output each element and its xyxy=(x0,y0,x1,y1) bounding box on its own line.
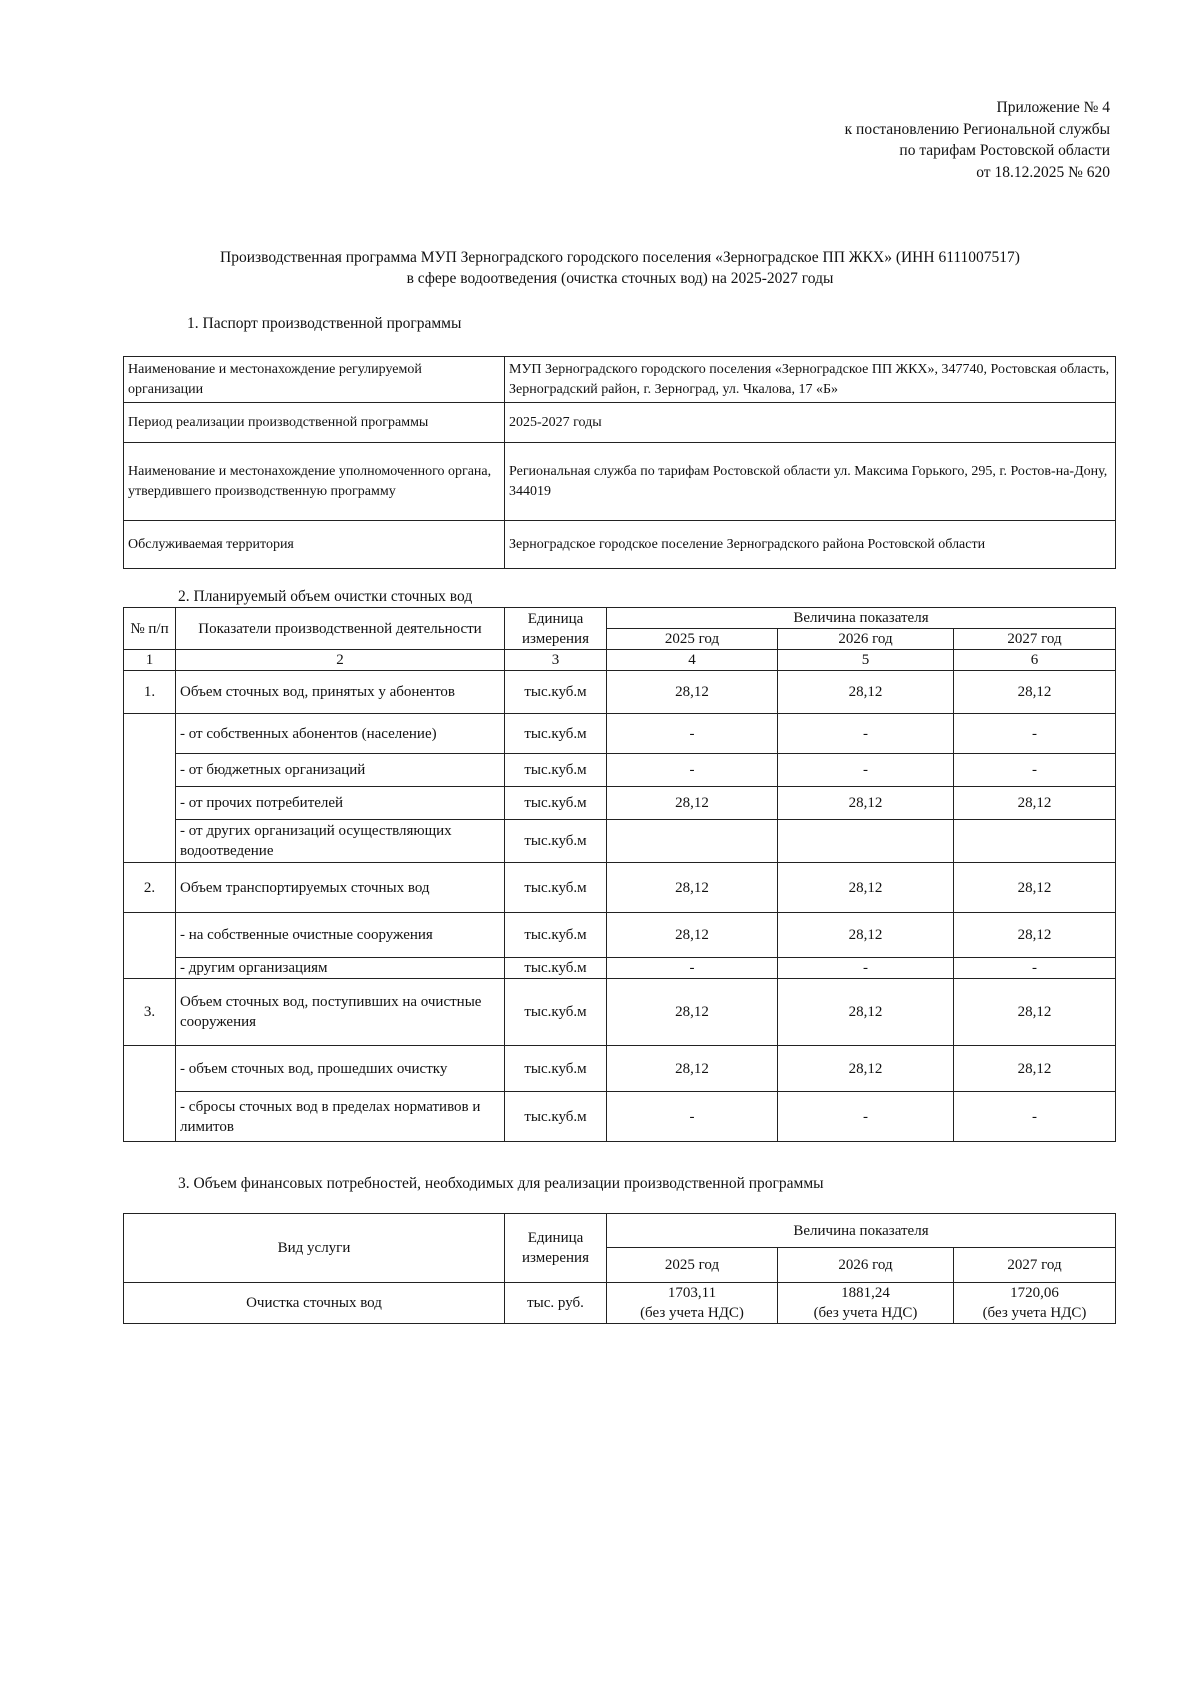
finance-table xyxy=(123,1213,1116,1324)
appendix-header xyxy=(845,97,1110,183)
row-unit: тыс.куб.м xyxy=(505,754,607,787)
cost-value: 1703,11 xyxy=(667,1285,717,1301)
passport-label: Наименование и местонахождение уполномоченного органа, утвердившего производственную программу xyxy=(124,443,505,521)
row-value-2026: 28,12 xyxy=(778,1046,954,1092)
row-num: 2. xyxy=(124,863,176,913)
row-unit: тыс.куб.м xyxy=(505,671,607,714)
row-value-2027: - xyxy=(954,958,1116,979)
table-row xyxy=(124,403,1116,443)
table-row xyxy=(124,754,1116,787)
document-title xyxy=(0,247,1200,289)
passport-table xyxy=(123,356,1116,569)
row-value-2025: 28,12 xyxy=(607,1046,778,1092)
row-name: - от собственных абонентов (население) xyxy=(176,714,505,754)
row-value-2025 xyxy=(607,820,778,863)
table-row xyxy=(124,1283,1116,1324)
passport-value: Зерноградское городское поселение Зерноградского района Ростовской области xyxy=(505,521,1116,569)
cost-value: 1881,24 xyxy=(841,1285,890,1301)
header-row xyxy=(124,608,1116,629)
row-value-2027: 28,12 xyxy=(954,863,1116,913)
cost-2025 xyxy=(607,1283,778,1324)
row-unit: тыс.куб.м xyxy=(505,1046,607,1092)
row-unit: тыс.куб.м xyxy=(505,979,607,1046)
row-name: - от других организаций осуществляющих водоотведение xyxy=(176,820,505,863)
header-year-2027: 2027 год xyxy=(954,1248,1116,1283)
cost-note: (без учета НДС) xyxy=(640,1305,744,1321)
table-row xyxy=(124,979,1116,1046)
row-value-2027: 28,12 xyxy=(954,1046,1116,1092)
passport-value: 2025-2027 годы xyxy=(505,403,1116,443)
row-value-2026: 28,12 xyxy=(778,863,954,913)
header-year-2027: 2027 год xyxy=(954,629,1116,650)
row-name: - сбросы сточных вод в пределах нормативов и лимитов xyxy=(176,1092,505,1142)
row-name: Объем транспортируемых сточных вод xyxy=(176,863,505,913)
header-unit: Единица измерения xyxy=(505,608,607,650)
row-value-2025: - xyxy=(607,1092,778,1142)
section-1-title: 1. Паспорт производственной программы xyxy=(187,315,462,332)
row-value-2025: - xyxy=(607,754,778,787)
passport-value: МУП Зерноградского городского поселения «Зерноградское ПП ЖКХ», 347740, Ростовская область, Зерноградский район, г. Зерноград, ул. Чкалова, 17 «Б» xyxy=(505,357,1116,403)
table-row xyxy=(124,443,1116,521)
row-unit: тыс.куб.м xyxy=(505,913,607,958)
row-value-2025: 28,12 xyxy=(607,979,778,1046)
section-2-title: 2. Планируемый объем очистки сточных вод xyxy=(178,588,473,605)
row-name: - объем сточных вод, прошедших очистку xyxy=(176,1046,505,1092)
row-unit: тыс.куб.м xyxy=(505,714,607,754)
column-number: 2 xyxy=(176,650,505,671)
row-value-2027: - xyxy=(954,1092,1116,1142)
row-value-2026: - xyxy=(778,754,954,787)
table-row xyxy=(124,863,1116,913)
title-line-1: Производственная программа МУП Зерноградского городского поселения «Зерноградское ПП ЖКХ» (ИНН 6111007517) xyxy=(220,249,1020,266)
row-value-2026: 28,12 xyxy=(778,671,954,714)
appendix-line-3: по тарифам Ростовской области xyxy=(899,142,1110,159)
row-value-2027: - xyxy=(954,754,1116,787)
row-unit: тыс.куб.м xyxy=(505,820,607,863)
table-row xyxy=(124,671,1116,714)
row-value-2026: - xyxy=(778,1092,954,1142)
header-num: № п/п xyxy=(124,608,176,650)
row-name: - другим организациям xyxy=(176,958,505,979)
volume-table xyxy=(123,607,1116,1142)
row-unit: тыс.куб.м xyxy=(505,863,607,913)
row-value-2026: 28,12 xyxy=(778,979,954,1046)
section-3-title: 3. Объем финансовых потребностей, необходимых для реализации производственной программы xyxy=(178,1175,824,1192)
row-num xyxy=(124,1046,176,1142)
header-row xyxy=(124,1214,1116,1248)
row-unit: тыс.куб.м xyxy=(505,958,607,979)
table-row xyxy=(124,714,1116,754)
header-indicator: Показатели производственной деятельности xyxy=(176,608,505,650)
table-row xyxy=(124,820,1116,863)
row-name: Объем сточных вод, поступивших на очистные сооружения xyxy=(176,979,505,1046)
table-row xyxy=(124,913,1116,958)
row-value-2027: 28,12 xyxy=(954,913,1116,958)
cost-2026 xyxy=(778,1283,954,1324)
column-number: 3 xyxy=(505,650,607,671)
column-number: 5 xyxy=(778,650,954,671)
row-unit: тыс.куб.м xyxy=(505,787,607,820)
row-value-2025: 28,12 xyxy=(607,671,778,714)
passport-label: Обслуживаемая территория xyxy=(124,521,505,569)
column-number: 6 xyxy=(954,650,1116,671)
row-num: 1. xyxy=(124,671,176,714)
row-value-2027: 28,12 xyxy=(954,979,1116,1046)
appendix-date: от 18.12.2025 № 620 xyxy=(976,163,1110,181)
row-value-2025: - xyxy=(607,714,778,754)
table-row xyxy=(124,787,1116,820)
row-name: - от бюджетных организаций xyxy=(176,754,505,787)
header-year-2025: 2025 год xyxy=(607,629,778,650)
row-value-2026: 28,12 xyxy=(778,913,954,958)
cost-2027 xyxy=(954,1283,1116,1324)
row-value-2025: 28,12 xyxy=(607,863,778,913)
row-name: Объем сточных вод, принятых у абонентов xyxy=(176,671,505,714)
row-name: - на собственные очистные сооружения xyxy=(176,913,505,958)
passport-label: Наименование и местонахождение регулируемой организации xyxy=(124,357,505,403)
row-value-2027: - xyxy=(954,714,1116,754)
row-value-2027 xyxy=(954,820,1116,863)
row-value-2026 xyxy=(778,820,954,863)
header-value: Величина показателя xyxy=(607,1214,1116,1248)
row-num: 3. xyxy=(124,979,176,1046)
title-line-2: в сфере водоотведения (очистка сточных вод) на 2025-2027 годы xyxy=(406,270,834,287)
cost-note: (без учета НДС) xyxy=(813,1305,918,1321)
table-row xyxy=(124,357,1116,403)
row-value-2026: 28,12 xyxy=(778,787,954,820)
service-name: Очистка сточных вод xyxy=(124,1283,505,1324)
column-number-row xyxy=(124,650,1116,671)
row-num xyxy=(124,913,176,979)
header-year-2025: 2025 год xyxy=(607,1248,778,1283)
row-value-2027: 28,12 xyxy=(954,671,1116,714)
table-row xyxy=(124,521,1116,569)
row-value-2025: 28,12 xyxy=(607,913,778,958)
passport-value: Региональная служба по тарифам Ростовской области ул. Максима Горького, 295, г. Ростов-на-Дону, 344019 xyxy=(505,443,1116,521)
row-num xyxy=(124,714,176,863)
row-unit: тыс.куб.м xyxy=(505,1092,607,1142)
header-unit: Единица измерения xyxy=(505,1214,607,1283)
header-value: Величина показателя xyxy=(607,608,1116,629)
table-row xyxy=(124,958,1116,979)
row-name: - от прочих потребителей xyxy=(176,787,505,820)
row-value-2025: - xyxy=(607,958,778,979)
passport-label: Период реализации производственной программы xyxy=(124,403,505,443)
row-value-2026: - xyxy=(778,714,954,754)
header-year-2026: 2026 год xyxy=(778,629,954,650)
cost-note: (без учета НДС) xyxy=(982,1305,1087,1321)
table-row xyxy=(124,1092,1116,1142)
row-value-2027: 28,12 xyxy=(954,787,1116,820)
row-value-2026: - xyxy=(778,958,954,979)
appendix-line-2: к постановлению Региональной службы xyxy=(844,120,1110,138)
service-unit: тыс. руб. xyxy=(505,1283,607,1324)
header-year-2026: 2026 год xyxy=(778,1248,954,1283)
cost-value: 1720,06 xyxy=(1010,1285,1059,1301)
column-number: 1 xyxy=(124,650,176,671)
table-row xyxy=(124,1046,1116,1092)
header-service: Вид услуги xyxy=(124,1214,505,1283)
appendix-number: Приложение № 4 xyxy=(996,99,1110,116)
column-number: 4 xyxy=(607,650,778,671)
row-value-2025: 28,12 xyxy=(607,787,778,820)
